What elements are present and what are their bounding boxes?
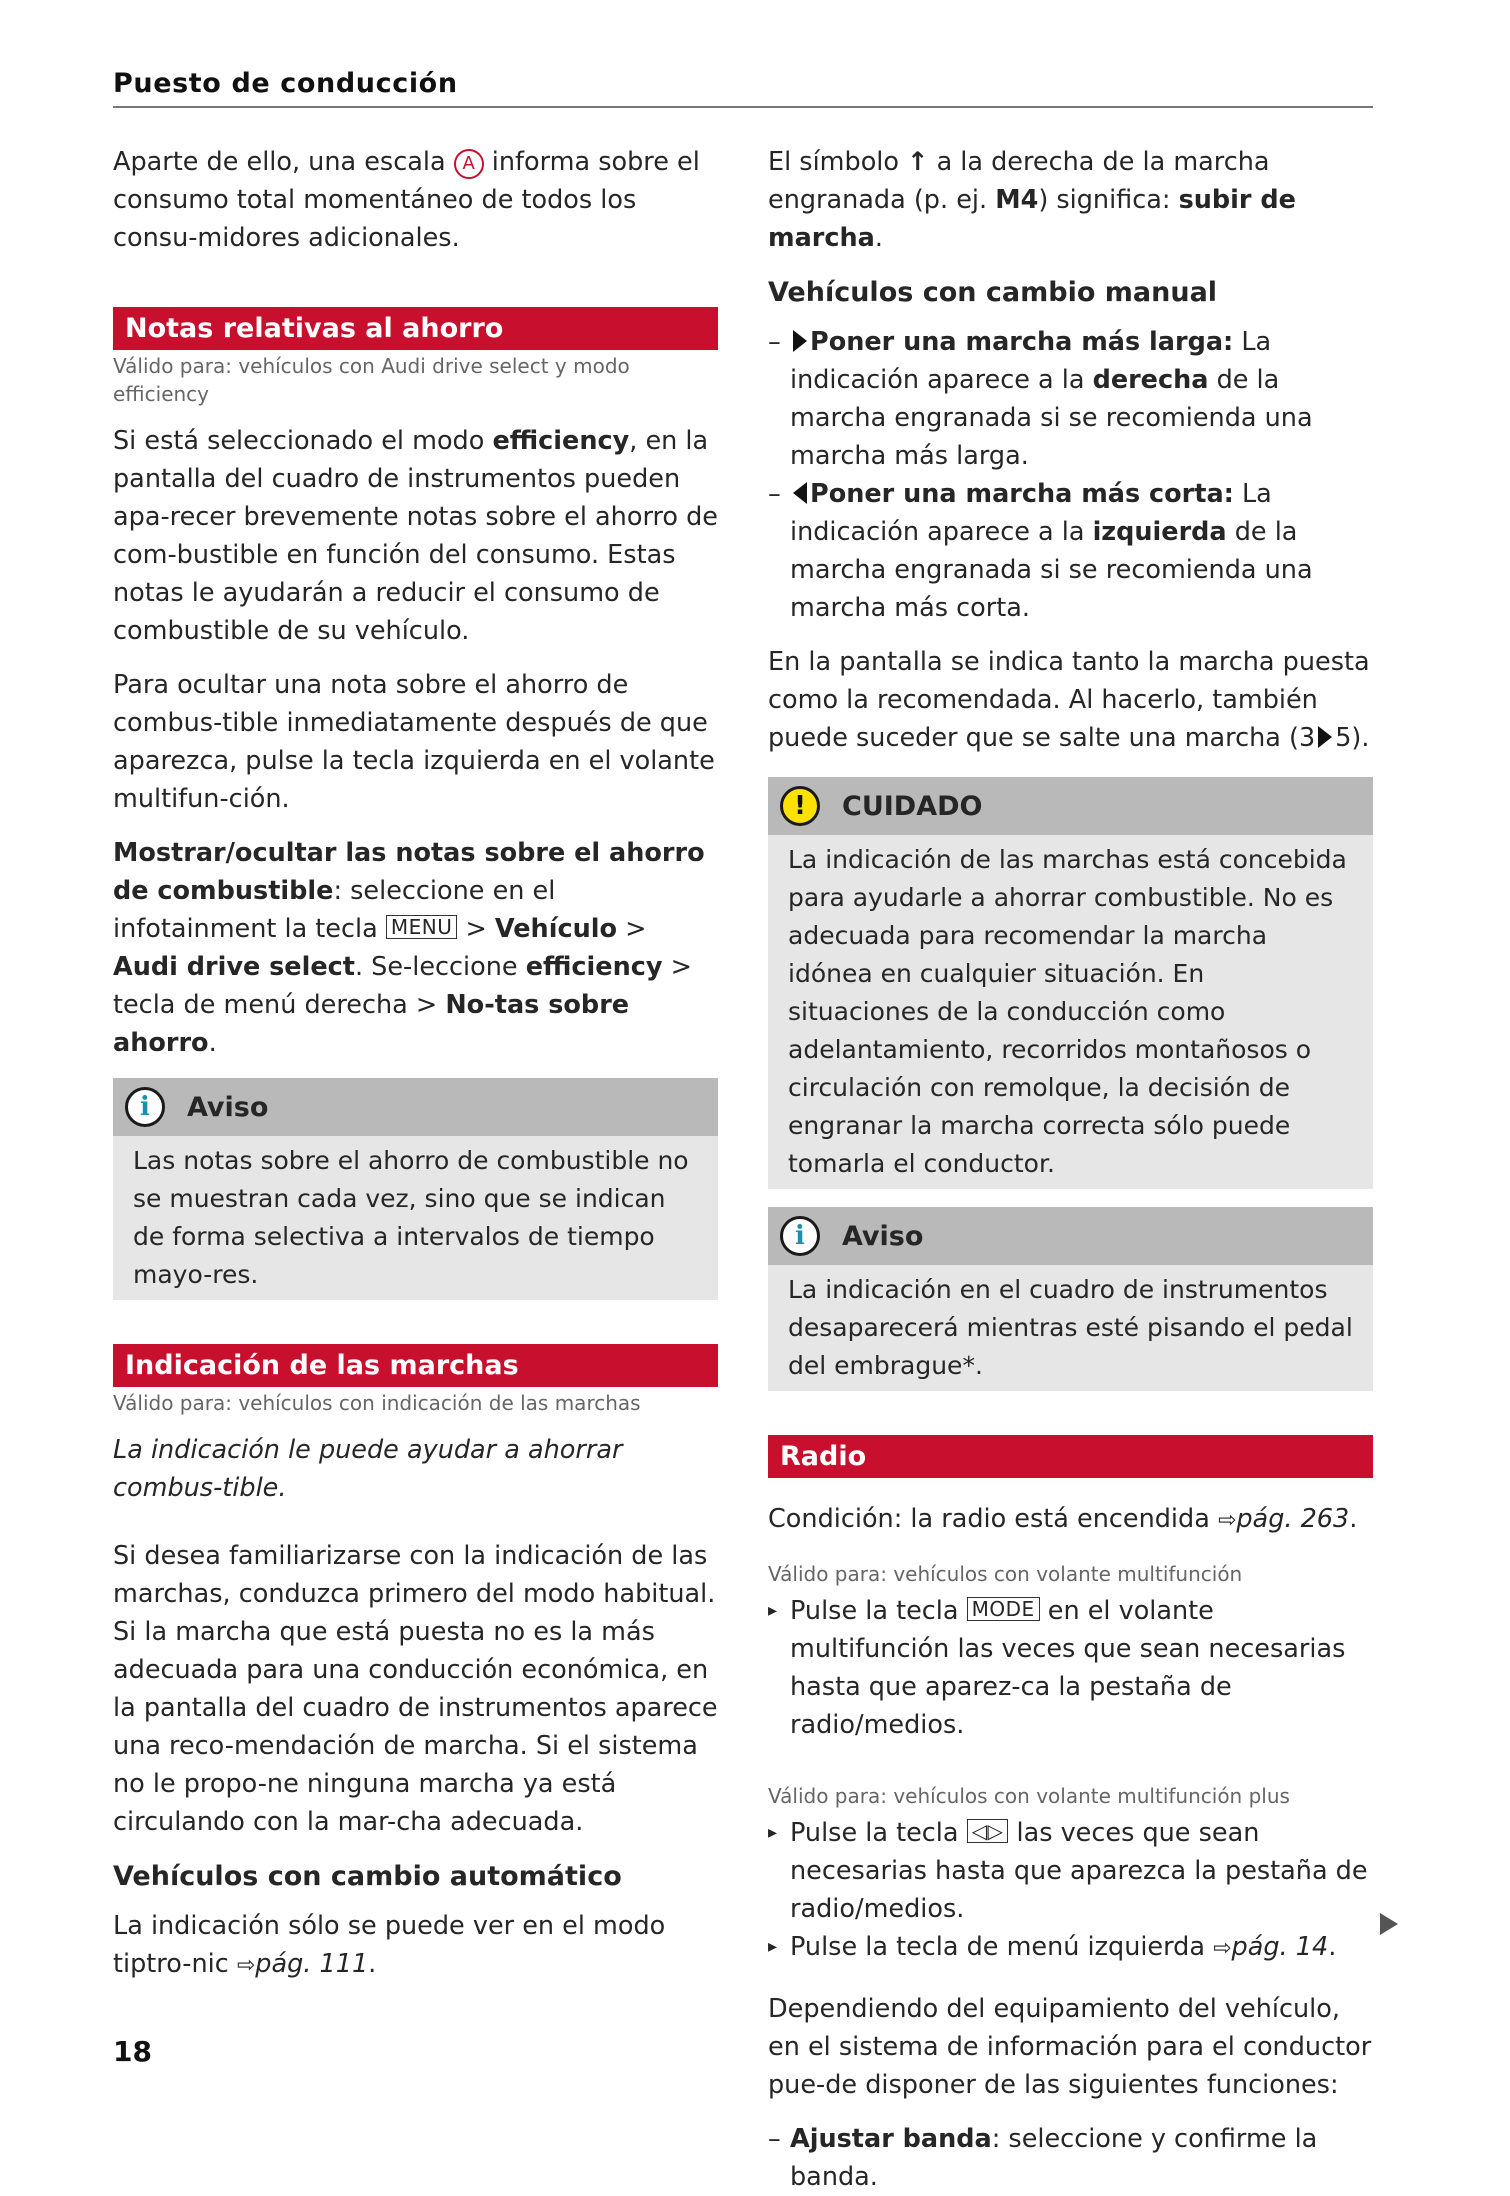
aviso-title: Aviso [187,1091,269,1123]
text: ) significa: [1038,185,1179,215]
radio-step-arrows-key [768,1814,1373,1928]
mode-key: MODE [967,1597,1040,1621]
radio-valid-note-1: Válido para: vehículos con volante multifunción [768,1562,1243,1586]
text: Pulse la tecla de menú izquierda [790,1932,1214,1962]
aviso-box-body [768,1265,1373,1391]
dash-mark: – [768,2124,781,2154]
warning-icon: ! [780,786,820,826]
text: La indicación aparece a la [790,479,1272,547]
triangle-right-icon [793,330,807,352]
item-label: Ajustar banda [790,2124,992,2154]
cuidado-title: CUIDADO [842,790,983,822]
notas-valid-note: Válido para: vehículos con Audi drive select y modo efficiency [113,354,630,406]
right-column [768,143,1373,2196]
aviso-box-head [768,1207,1373,1265]
section-marchas-heading: Indicación de las marchas [113,1344,718,1387]
marchas-intro-italic: La indicación le puede ayudar a ahorrar combus-tible. [113,1435,623,1503]
text: Condición: la radio está encendida [768,1504,1218,1534]
intro-text-a: Aparte de ello, una escala [113,147,454,177]
bullet-triangle-icon: ▸ [768,1936,778,1957]
radio-step-menu-left [768,1928,1373,1968]
text: > [616,914,647,944]
aviso-box-head [113,1078,718,1136]
page-ref-arrow-icon: ⇨ [1213,1936,1232,1961]
radio-step-mode [768,1592,1373,1744]
intro-paragraph [113,143,718,257]
text: de la marcha engranada si se recomienda una marcha más larga. [790,365,1313,471]
menu-key: MENU [386,915,458,939]
cuidado-box-head [768,777,1373,835]
radio-paragraph: Dependiendo del equipamiento del vehículo, en el sistema de información para el conductor pue-de disponer de las siguientes funciones: [768,1994,1372,2100]
bullet-triangle-icon: ▸ [768,1600,778,1621]
scale-a-badge: A [454,149,484,179]
aviso-text: La indicación en el cuadro de instrumentos desaparecerá mientras esté pisando el pedal del embrague*. [788,1275,1353,1380]
notas-paragraph-2: Para ocultar una nota sobre el ahorro de combus-tible inmediatamente después de que aparezca, pulse la tecla izquierda en el volante multifun-ción. [113,670,715,814]
text: La indicación aparece a la [790,327,1272,395]
text: Pulse la tecla [790,1818,967,1848]
bold-label: Mostrar/ocultar las notas sobre el ahorro de combustible [113,838,705,906]
text: de la marcha engranada si se recomienda una marcha más corta. [790,517,1313,623]
manual-item-corta [768,475,1373,627]
radio-condition [768,1500,1373,1540]
page-ref-link[interactable]: pág. 263 [1236,1504,1350,1534]
info-icon: i [125,1087,165,1127]
radio-function-ajustar-banda [768,2120,1373,2196]
dash-mark: – [768,479,781,509]
up-arrow-icon: ↑ [907,147,929,177]
aviso-box-left [113,1078,718,1300]
page-header-title: Puesto de conducción [113,68,458,99]
cuidado-box [768,777,1373,1189]
simbolo-paragraph [768,143,1373,257]
manual-item-larga [768,323,1373,475]
item-label: Poner una marcha más larga: [810,327,1234,357]
triangle-right-icon [1318,726,1332,748]
automatico-subheading: Vehículos con cambio automático [113,1861,622,1892]
menu-path-audi-drive-select: Audi drive select [113,952,355,982]
intro-text-b: informa sobre el consumo total momentáneo de todos los consu-midores adicionales. [113,147,700,253]
text: , en la pantalla del cuadro de instrumentos pueden apa-recer brevemente notas sobre el ahorro de com-bustible en función del consumo. Estas notas le ayudarán a reducir el consumo de combustible de su vehículo. [113,426,718,646]
continued-arrow-icon [1380,1913,1398,1935]
aviso-text: Las notas sobre el ahorro de combustible no se muestran cada vez, sino que se indican de forma selectiva a intervalos de tiempo mayo-res. [133,1146,689,1289]
text: en el volante multifunción las veces que sean necesarias hasta que aparez-ca la pestaña de radio/medios. [790,1596,1346,1740]
aviso-title: Aviso [842,1220,924,1252]
text: las veces que sean necesarias hasta que aparezca la pestaña de radio/medios. [790,1818,1368,1924]
section-notas-heading: Notas relativas al ahorro [113,307,718,350]
aviso-box-body [113,1136,718,1300]
text: El símbolo [768,147,908,177]
aviso-box-right [768,1207,1373,1391]
pantalla-paragraph [768,643,1373,757]
dash-mark: – [768,327,781,357]
page-ref-link[interactable]: pág. 14 [1231,1932,1329,1962]
direction-term: derecha [1092,365,1209,395]
text: . [208,1028,217,1058]
item-label: Poner una marcha más corta: [810,479,1234,509]
upshift-term: subir de marcha [768,185,1296,253]
text: > tecla de menú derecha > [113,952,692,1020]
text: : seleccione y confirme la banda. [790,2124,1318,2192]
page-ref-arrow-icon: ⇨ [1217,1508,1237,1533]
automatico-paragraph [113,1907,718,1985]
text: a la derecha de la marcha engranada (p. ej. [768,147,1270,215]
text: > [457,914,495,944]
notas-paragraph-1 [113,422,718,650]
text: . Se-leccione [354,952,526,982]
cuidado-box-body [768,835,1373,1189]
marchas-paragraph-1: Si desea familiarizarse con la indicación de las marchas, conduzca primero del modo habitual. Si la marcha que está puesta no es la más adecuada para una conducción económica, en la pantalla del cuadro de instrumentos aparece una reco-mendación de marcha. Si el sistema no le propo-ne ninguna marcha ya está circulando con la mar-cha adecuada. [113,1541,718,1837]
menu-path-vehiculo: Vehículo [494,914,617,944]
text: Si está seleccionado el modo [113,426,493,456]
page-number: 18 [113,2035,152,2068]
page-ref-link[interactable]: pág. 111 [255,1949,369,1979]
bullet-triangle-icon: ▸ [768,1822,778,1843]
section-radio-heading: Radio [768,1435,1373,1478]
direction-term: izquierda [1092,517,1227,547]
left-column [113,143,718,2001]
notas-paragraph-3 [113,834,718,1062]
text: La indicación sólo se puede ver en el modo tiptro-nic [113,1911,666,1979]
marchas-valid-note: Válido para: vehículos con indicación de las marchas [113,1391,641,1415]
text: . [368,1949,377,1979]
efficiency-term: efficiency [492,426,630,456]
text: : seleccione en el infotainment la tecla [113,876,556,944]
header-rule [113,106,1373,108]
text: . [874,223,883,253]
text: . [1349,1504,1358,1534]
triangle-left-icon [793,482,807,504]
radio-valid-note-2: Válido para: vehículos con volante multifunción plus [768,1784,1290,1808]
text: . [1328,1932,1337,1962]
text: 5). [1335,723,1370,753]
manual-subheading: Vehículos con cambio manual [768,277,1218,308]
page-ref-arrow-icon: ⇨ [236,1953,256,1978]
gear-example: M4 [995,185,1039,215]
text: Pulse la tecla [790,1596,967,1626]
menu-path-efficiency: efficiency [525,952,663,982]
text: En la pantalla se indica tanto la marcha puesta como la recomendada. Al hacerlo, también puede suceder que se salte una marcha (3 [768,647,1370,753]
cuidado-text: La indicación de las marchas está concebida para ayudarle a ahorrar combustible. No es adecuada para recomendar la marcha idónea en cualquier situación. En situaciones de la conducción como adelantamiento, recorridos montañosos o circulación con remolque, la decisión de engranar la marcha correcta sólo puede tomarla el conductor. [788,845,1347,1178]
left-right-key: ◁▷ [967,1819,1009,1843]
info-icon: i [780,1216,820,1256]
menu-path-notas: No-tas sobre ahorro [113,990,630,1058]
